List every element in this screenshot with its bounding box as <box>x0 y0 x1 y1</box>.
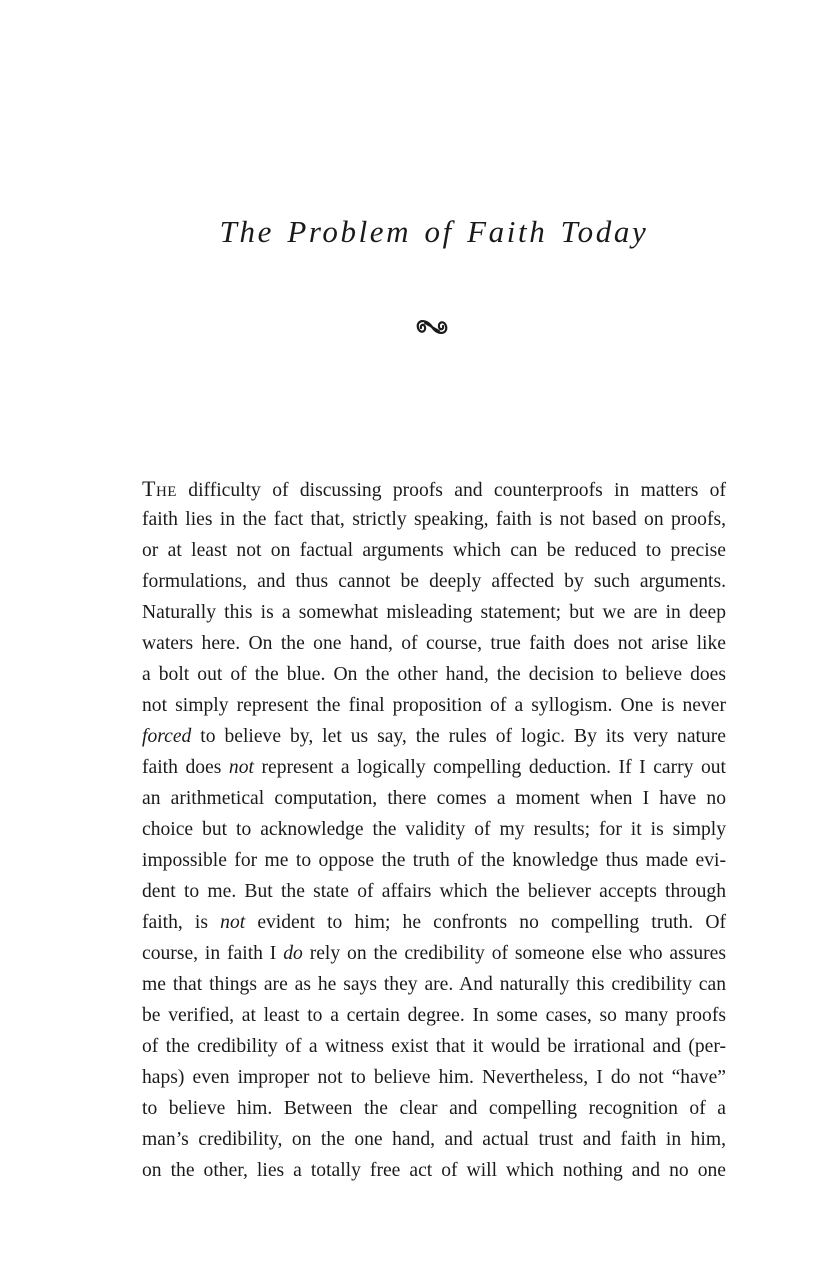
text-fragment: faith does <box>142 757 229 778</box>
text-fragment: course, in faith I <box>142 943 284 964</box>
text-line: choice but to acknowledge the validity of my results; for it is simply <box>142 819 726 840</box>
emphasis-text: not <box>220 912 246 933</box>
text-line: of the credibility of a witness exist that it would be irrational and (per- <box>142 1036 726 1057</box>
text-line: impossible for me to oppose the truth of the knowledge thus made evi- <box>142 850 726 871</box>
text-line: waters here. On the one hand, of course, true faith does not arise like <box>142 633 726 654</box>
text-fragment: difficulty of discussing proofs and counterproofs in matters of <box>176 480 726 501</box>
emphasis-text: forced <box>142 726 192 747</box>
text-line: Naturally this is a somewhat misleading statement; but we are in deep <box>142 602 726 623</box>
fleuron-ornament-icon <box>412 312 452 342</box>
emphasis-text: do <box>283 943 303 964</box>
text-line: me that things are as he says they are. And naturally this credibility can <box>142 974 726 995</box>
text-line: to believe him. Between the clear and compelling recognition of a <box>142 1098 726 1119</box>
text-fragment: to believe by, let us say, the rules of logic. By its very nature <box>191 726 726 747</box>
chapter-title: The Problem of Faith Today <box>219 214 649 249</box>
emphasis-text: not <box>228 757 254 778</box>
text-line: an arithmetical computation, there comes a moment when I have no <box>142 788 726 809</box>
text-line: on the other, lies a totally free act of will which nothing and no one <box>142 1160 726 1181</box>
text-line: faith lies in the fact that, strictly speaking, faith is not based on proofs, <box>142 509 726 530</box>
text-line <box>142 938 726 969</box>
text-line <box>142 473 726 504</box>
text-fragment: faith, is <box>142 912 221 933</box>
text-line: or at least not on factual arguments which can be reduced to precise <box>142 540 726 561</box>
text-line: a bolt out of the blue. On the other hand, the decision to believe does <box>142 664 726 685</box>
text-line: dent to me. But the state of affairs which the believer accepts through <box>142 881 726 902</box>
text-line: haps) even improper not to believe him. Nevertheless, I do not “have” <box>142 1067 726 1088</box>
text-fragment: represent a logically compelling deduction. If I carry out <box>253 757 727 778</box>
text-line: formulations, and thus cannot be deeply affected by such arguments. <box>142 571 726 592</box>
body-paragraph <box>142 473 726 1186</box>
text-fragment: rely on the credibility of someone else who assures <box>302 943 726 964</box>
text-line <box>142 907 726 938</box>
text-line: not simply represent the final proposition of a syllogism. One is never <box>142 695 726 716</box>
text-line: man’s credibility, on the one hand, and actual trust and faith in him, <box>142 1129 726 1150</box>
text-line <box>142 752 726 783</box>
lead-in-smallcaps: The <box>142 476 177 501</box>
text-fragment: evident to him; he confronts no compelling truth. Of <box>245 912 727 933</box>
text-line: be verified, at least to a certain degree. In some cases, so many proofs <box>142 1005 726 1026</box>
text-line <box>142 721 726 752</box>
